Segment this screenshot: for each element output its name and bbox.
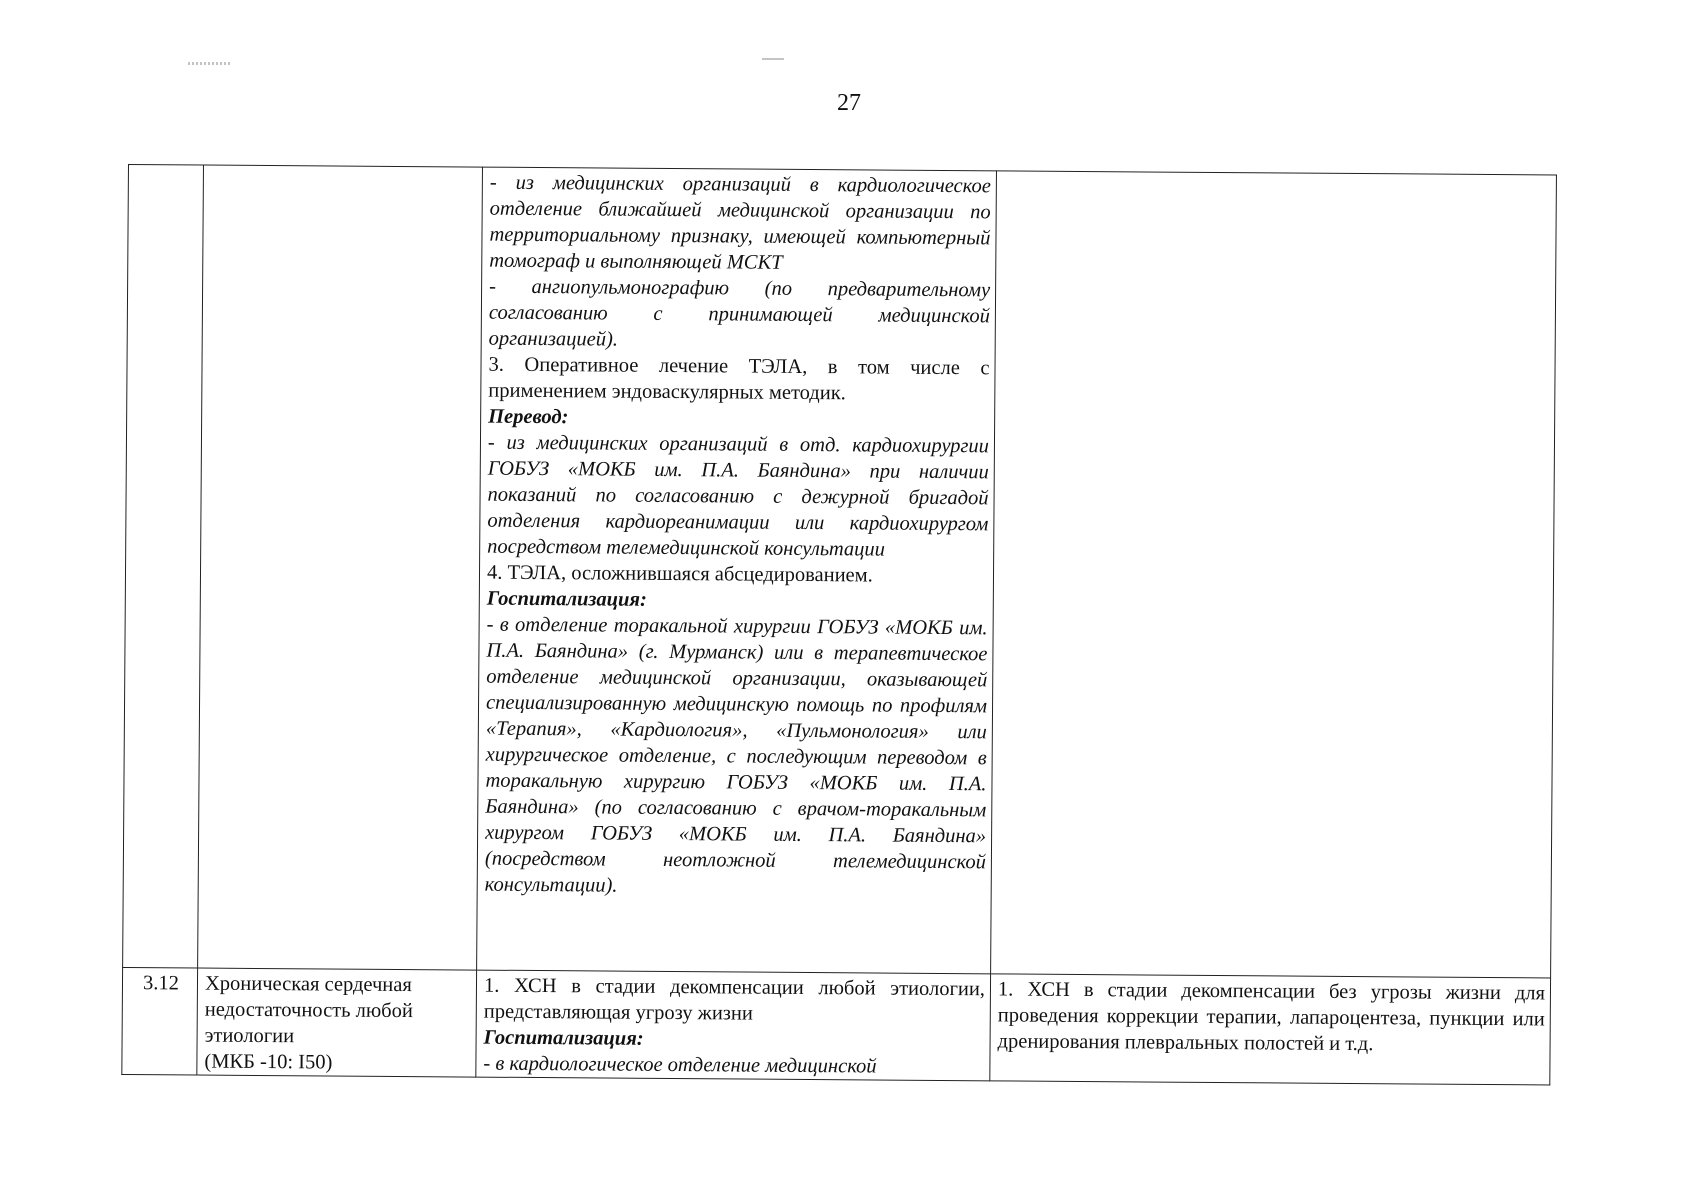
diagnosis-name-cell <box>197 968 477 1077</box>
paragraph-angiopulmonography: - ангиопульмонографию (по предварительному согласованию с принимающей медицинской организацией). <box>488 275 991 351</box>
paragraph-chf-decompensation: 1. ХСН в стадии декомпенсации любой этиологии, представляющая угрозу жизни <box>483 974 986 1025</box>
diagnosis-name-cell <box>198 165 483 970</box>
paragraph-cardiology-department: - в кардиологическое отделение медицинской <box>483 1052 877 1078</box>
paragraph-transfer-cardiosurgery: - из медицинских организаций в отд. кардиохирургии ГОБУЗ «МОКБ им. П.А. Баяндина» при наличии показаний по согласованию с дежурной бригадой отделения кардиореанимации или кардиохирургом посредством телемедицинской консультации <box>487 431 990 561</box>
diagnosis-name-line: недостаточность любой <box>204 998 413 1023</box>
heading-hospitalization: Госпитализация: <box>483 1026 644 1050</box>
main-indication-cell <box>476 970 991 1081</box>
diagnosis-name-line: этиологии <box>204 1024 295 1048</box>
diagnosis-name-line: Хроническая сердечная <box>204 972 412 997</box>
paragraph-abscess: 4. ТЭЛА, осложнившаяся абсцедированием. <box>486 561 873 587</box>
page-number: 27 <box>837 90 861 116</box>
row-number-cell: 3.12 <box>122 967 198 1075</box>
row-number-cell <box>123 165 204 969</box>
table-row-continued <box>123 165 1557 978</box>
clinical-routing-table <box>121 164 1557 1085</box>
extra-indication-cell <box>991 171 1557 978</box>
scan-artifact-mark <box>188 62 230 65</box>
paragraph-surgical-treatment: 3. Оперативное лечение ТЭЛА, в том числе с применением эндоваскулярных методик. <box>488 353 990 405</box>
main-indication-cell <box>477 167 997 974</box>
extra-indication-cell: 1. ХСН в стадии декомпенсации без угрозы жизни для проведения коррекции терапии, лапароцентеза, пункции или дренирования плевральных полостей и т.д. <box>990 974 1551 1085</box>
paragraph-thoracic-surgery: - в отделение торакальной хирургии ГОБУЗ «МОКБ им. П.А. Баяндина» (г. Мурманск) или в терапевтическое отделение медицинской организации, оказывающей специализированную медицинскую помощь по профилям «Терапия», «Кардиология», «Пульмонология» или хирургическое отделение, с последующим переводом в торакальную хирургию ГОБУЗ «МОКБ им. П.А. Баяндина» (по согласованию с врачом-торакальным хирургом ГОБУЗ «МОКБ им. П.А. Баяндина» (посредством неотложной телемедицинской консультации). <box>484 613 988 897</box>
table-row-3-12 <box>122 967 1551 1084</box>
diagnosis-icd-code: (МКБ -10: I50) <box>204 1050 333 1074</box>
heading-transfer: Перевод: <box>488 405 569 429</box>
scan-artifact-mark-small <box>762 58 784 60</box>
paragraph-transfer-mskt: - из медицинских организаций в кардиологическое отделение ближайшей медицинской организации по территориальному признаку, имеющей компьютерный томограф и выполняющей МСКТ <box>489 171 991 274</box>
heading-hospitalization: Госпитализация: <box>486 587 647 611</box>
